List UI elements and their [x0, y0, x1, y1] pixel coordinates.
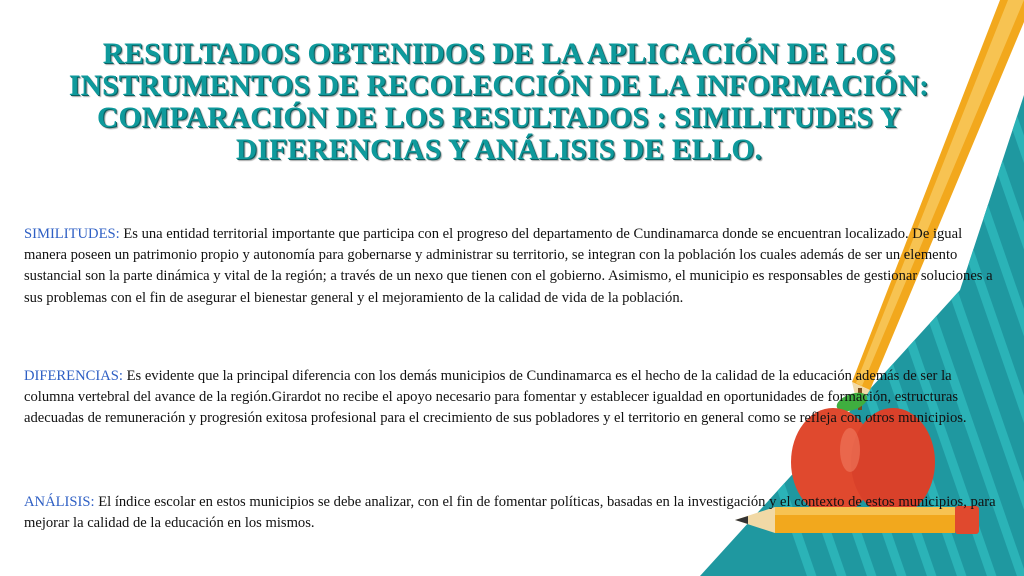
section-diferencias — [24, 366, 999, 430]
section-similitudes — [24, 224, 999, 309]
page-title: RESULTADOS OBTENIDOS DE LA APLICACIÓN DE LOS INSTRUMENTOS DE RECOLECCIÓN DE LA INFORMACIÓN: COMPARACIÓN DE LOS RESULTADOS : SIMILITUDES Y DIFERENCIAS Y ANÁLISIS DE ELLO. — [68, 38, 930, 166]
section-analisis — [24, 492, 999, 534]
section-text: El índice escolar en estos municipios se debe analizar, con el fin de fomentar políticas, basadas en la investigación y el contexto de estos municipios, para mejorar la calidad de la educación en los mismos. — [24, 494, 996, 532]
section-label: ANÁLISIS: — [24, 494, 95, 510]
section-text: Es evidente que la principal diferencia con los demás municipios de Cundinamarca es el hecho de la calidad de la educación además de ser la columna vertebral del avance de la región.Girardot no recibe el apoyo necesario para fomentar y establecer igualdad en oportunidades de formación, estructuras adecuadas de remuneración y progresión exitosa profesional para el crecimiento de sus pobladores y el territorio en general como se refleja con otros municipios. — [24, 368, 967, 427]
section-text: Es una entidad territorial importante que participa con el progreso del departamento de Cundinamarca donde se encuentran localizado. De igual manera poseen un patrimonio propio y autonomía para gobernarse y administrar su territorio, se integran con la población los cuales además de ser un elemento sustancial son la parte dinámica y vital de la región; a través de un nexo que tienen con el gobierno. Asimismo, el municipio es responsables de gestionar soluciones a sus problemas con el fin de asegurar el bienestar general y el mejoramiento de la calidad de vida de la población. — [24, 226, 993, 306]
section-label: DIFERENCIAS: — [24, 368, 123, 384]
section-label: SIMILITUDES: — [24, 226, 120, 242]
